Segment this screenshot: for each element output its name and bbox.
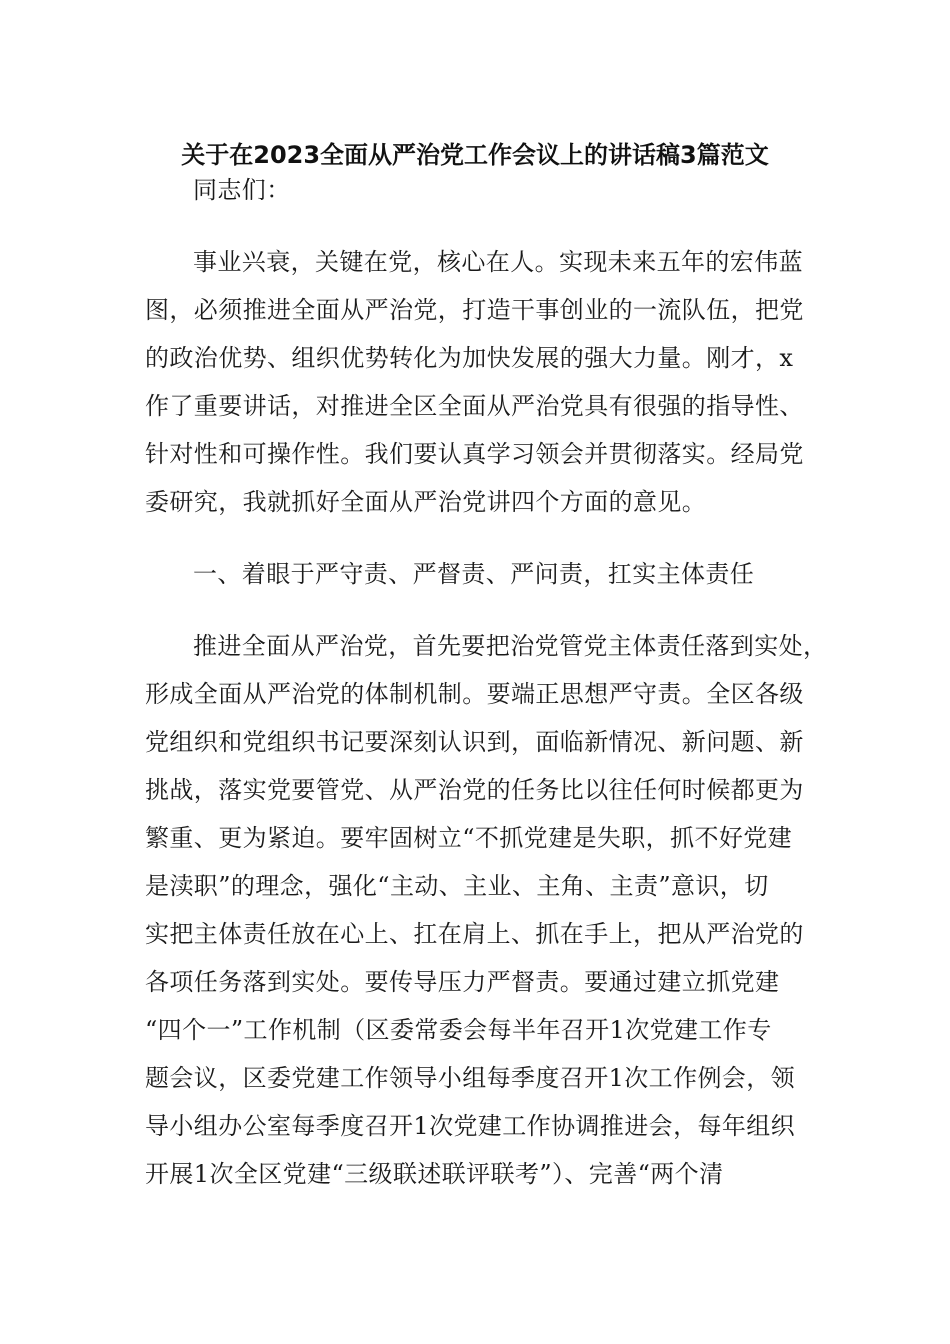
paragraph-line: 事业兴衰，关键在党，核心在人。实现未来五年的宏伟蓝 <box>193 248 803 276</box>
paragraph-line: 导小组办公室每季度召开1次党建工作协调推进会，每年组织 <box>145 1112 796 1140</box>
paragraph-line: 开展1次全区党建“三级联述联评联考”）、完善“两个清 <box>145 1160 724 1188</box>
paragraph-line: 繁重、更为紧迫。要牢固树立“不抓党建是失职，抓不好党建 <box>145 824 793 852</box>
document-title: 关于在2023全面从严治党工作会议上的讲话稿3篇范文 <box>181 141 769 169</box>
paragraph-line: 挑战，落实党要管党、从严治党的任务比以往任何时候都更为 <box>145 776 804 804</box>
paragraph-gap <box>145 214 835 238</box>
paragraph-gap <box>145 598 835 622</box>
paragraph-line: 实把主体责任放在心上、扛在肩上、抓在手上，把从严治党的 <box>145 920 804 948</box>
paragraph-line: 是渎职”的理念，强化“主动、主业、主角、主责”意识，切 <box>145 872 769 900</box>
paragraph-line: 作了重要讲话，对推进全区全面从严治党具有很强的指导性、 <box>145 392 804 420</box>
paragraph-line: 的政治优势、组织优势转化为加快发展的强大力量。刚才，x <box>145 344 794 372</box>
paragraph-line: 形成全面从严治党的体制机制。要端正思想严守责。全区各级 <box>145 680 804 708</box>
paragraph-line: 各项任务落到实处。要传导压力严督责。要通过建立抓党建 <box>145 968 780 996</box>
salutation: 同志们： <box>193 176 291 204</box>
paragraph-line: 委研究，我就抓好全面从严治党讲四个方面的意见。 <box>145 488 707 516</box>
paragraph-gap <box>145 526 835 550</box>
document-body <box>145 166 835 1198</box>
paragraph-line: 推进全面从严治党，首先要把治党管党主体责任落到实处， <box>193 632 828 660</box>
paragraph-section-1 <box>145 622 835 1198</box>
paragraph-intro <box>145 238 835 526</box>
paragraph-line: “四个一”工作机制（区委常委会每半年召开1次党建工作专 <box>145 1016 772 1044</box>
paragraph-line: 针对性和可操作性。我们要认真学习领会并贯彻落实。经局党 <box>145 440 804 468</box>
paragraph-line: 党组织和党组织书记要深刻认识到，面临新情况、新问题、新 <box>145 728 804 756</box>
paragraph-line: 图，必须推进全面从严治党，打造干事创业的一流队伍，把党 <box>145 296 804 324</box>
paragraph-line: 题会议，区委党建工作领导小组每季度召开1次工作例会，领 <box>145 1064 796 1092</box>
section-heading-1: 一、着眼于严守责、严督责、严问责，扛实主体责任 <box>193 560 755 588</box>
